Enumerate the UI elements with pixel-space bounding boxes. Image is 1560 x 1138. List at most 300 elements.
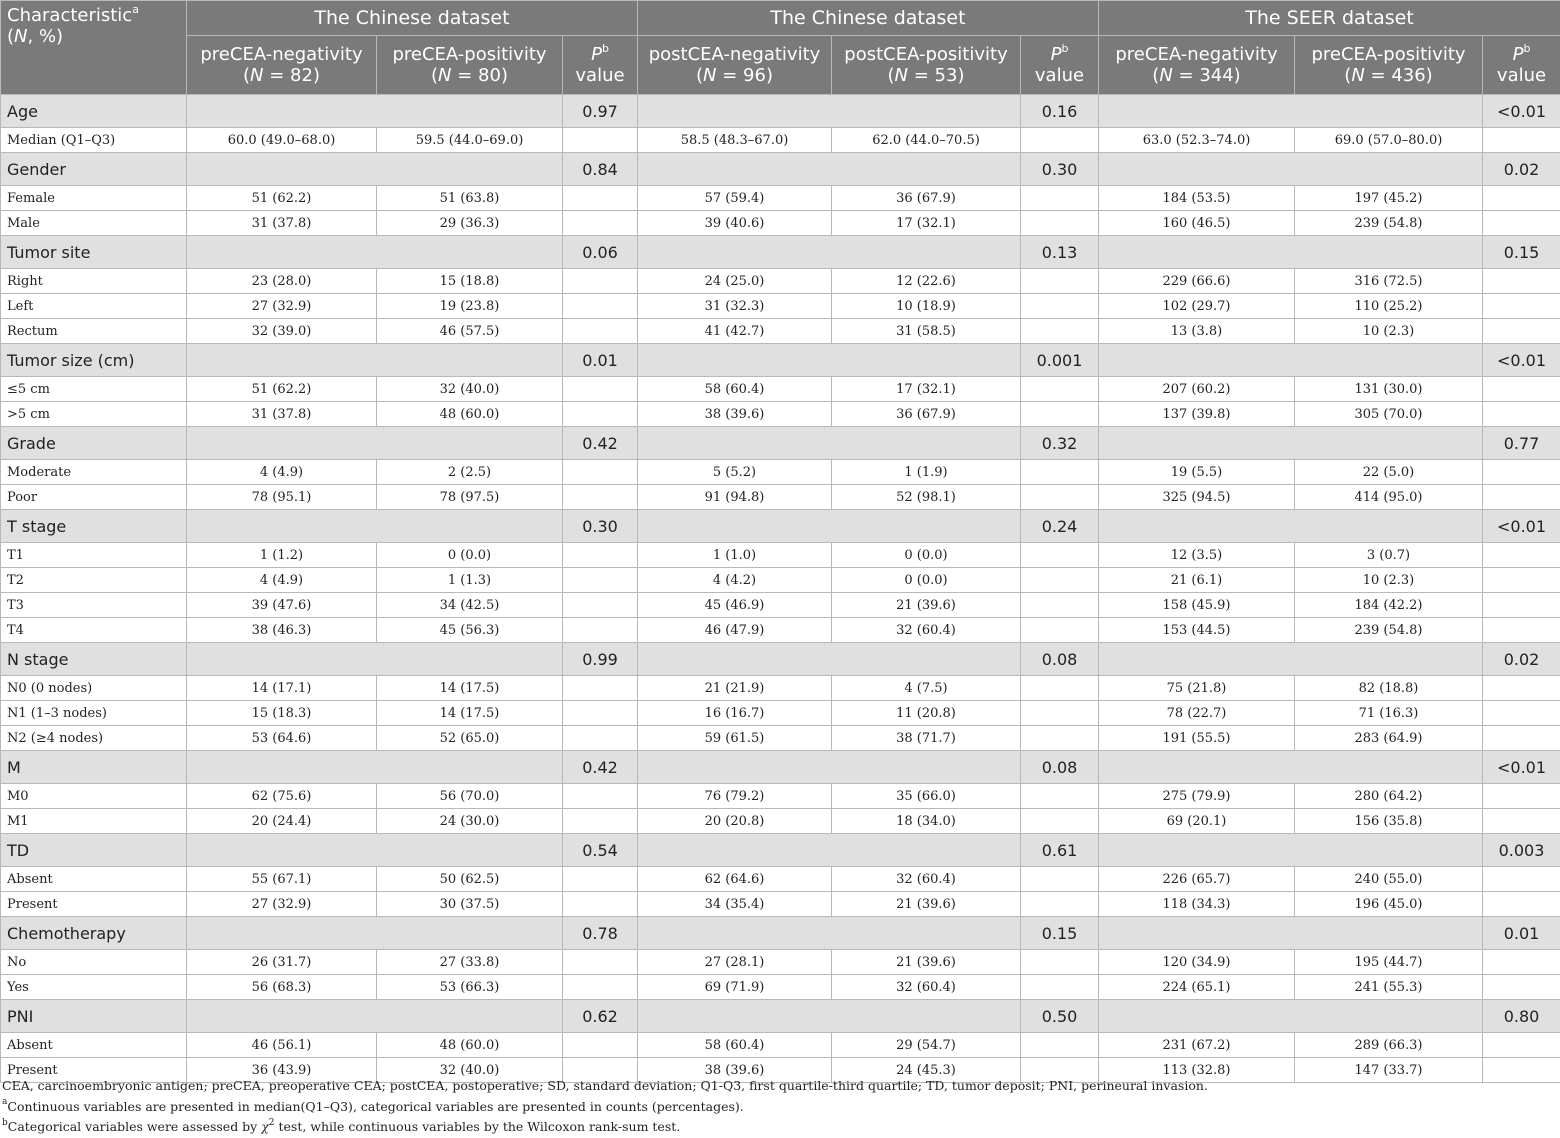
- section-spacer: [1099, 510, 1483, 543]
- p-value-cell: 0.02: [1483, 643, 1560, 676]
- footnote-a: $^a$Continuous variables are presented in median(Q1–Q3), categorical variables are presented in counts (percentages).: [2, 1097, 1554, 1118]
- value-cell: 4 (4.9): [187, 568, 377, 593]
- empty-p-cell: [563, 128, 638, 153]
- value-cell: 325 (94.5): [1099, 485, 1295, 510]
- footnote-mark-b: b: [602, 42, 609, 55]
- column-header: [377, 36, 563, 95]
- row-label: Median (Q1–Q3): [1, 128, 187, 153]
- footnote-mark-b: b: [1061, 42, 1068, 55]
- value-cell: 69 (71.9): [638, 975, 832, 1000]
- section-row: [1, 751, 1560, 784]
- table-row: [1, 618, 1560, 643]
- value-cell: 45 (46.9): [638, 593, 832, 618]
- column-name: preCEA-negativity: [1115, 44, 1277, 65]
- column-header: [187, 36, 377, 95]
- value-cell: 2 (2.5): [377, 460, 563, 485]
- value-cell: 11 (20.8): [832, 701, 1021, 726]
- value-cell: 27 (28.1): [638, 950, 832, 975]
- value-cell: 34 (42.5): [377, 593, 563, 618]
- value-cell: 10 (2.3): [1295, 568, 1483, 593]
- empty-p-cell: [1483, 460, 1560, 485]
- section-spacer: [638, 751, 1021, 784]
- value-cell: 224 (65.1): [1099, 975, 1295, 1000]
- column-n: (N = 436): [1344, 65, 1432, 86]
- row-label: N1 (1–3 nodes): [1, 701, 187, 726]
- value-cell: 1 (1.3): [377, 568, 563, 593]
- row-label: Absent: [1, 1033, 187, 1058]
- value-cell: 156 (35.8): [1295, 809, 1483, 834]
- value-cell: 45 (56.3): [377, 618, 563, 643]
- empty-p-cell: [1021, 211, 1099, 236]
- empty-p-cell: [1021, 809, 1099, 834]
- value-cell: 46 (57.5): [377, 319, 563, 344]
- p-value-cell: 0.13: [1021, 236, 1099, 269]
- empty-p-cell: [1483, 809, 1560, 834]
- value-cell: 24 (25.0): [638, 269, 832, 294]
- empty-p-cell: [1021, 867, 1099, 892]
- empty-p-cell: [1021, 618, 1099, 643]
- value-cell: 120 (34.9): [1099, 950, 1295, 975]
- value-cell: 280 (64.2): [1295, 784, 1483, 809]
- value-cell: 24 (30.0): [377, 809, 563, 834]
- value-cell: 27 (32.9): [187, 294, 377, 319]
- p-value-cell: 0.30: [1021, 153, 1099, 186]
- table-row: [1, 867, 1560, 892]
- section-spacer: [187, 510, 563, 543]
- empty-p-cell: [1021, 950, 1099, 975]
- value-cell: 113 (32.8): [1099, 1058, 1295, 1083]
- row-label: >5 cm: [1, 402, 187, 427]
- section-row: [1, 344, 1560, 377]
- value-cell: 71 (16.3): [1295, 701, 1483, 726]
- value-cell: 51 (62.2): [187, 186, 377, 211]
- p-value-cell: 0.08: [1021, 751, 1099, 784]
- row-label: Rectum: [1, 319, 187, 344]
- value-cell: 10 (2.3): [1295, 319, 1483, 344]
- section-spacer: [187, 917, 563, 950]
- row-label: Left: [1, 294, 187, 319]
- row-label: N2 (≥4 nodes): [1, 726, 187, 751]
- value-cell: 29 (36.3): [377, 211, 563, 236]
- column-header: [1295, 36, 1483, 95]
- value-cell: 19 (23.8): [377, 294, 563, 319]
- value-cell: 21 (21.9): [638, 676, 832, 701]
- section-row: [1, 1000, 1560, 1033]
- value-cell: 15 (18.8): [377, 269, 563, 294]
- section-name: TD: [1, 834, 187, 867]
- section-row: [1, 643, 1560, 676]
- value-cell: 12 (22.6): [832, 269, 1021, 294]
- value-cell: 31 (58.5): [832, 319, 1021, 344]
- column-name: preCEA-positivity: [392, 44, 546, 65]
- section-spacer: [638, 917, 1021, 950]
- value-cell: 76 (79.2): [638, 784, 832, 809]
- empty-p-cell: [563, 950, 638, 975]
- value-cell: 62.0 (44.0–70.5): [832, 128, 1021, 153]
- empty-p-cell: [1483, 377, 1560, 402]
- value-cell: 38 (71.7): [832, 726, 1021, 751]
- empty-p-cell: [1021, 975, 1099, 1000]
- value-cell: 26 (31.7): [187, 950, 377, 975]
- column-header: [638, 36, 832, 95]
- value-cell: 13 (3.8): [1099, 319, 1295, 344]
- value-cell: 82 (18.8): [1295, 676, 1483, 701]
- value-cell: 21 (6.1): [1099, 568, 1295, 593]
- value-cell: 63.0 (52.3–74.0): [1099, 128, 1295, 153]
- column-header: [1099, 36, 1295, 95]
- column-name: postCEA-negativity: [649, 44, 821, 65]
- row-label: M1: [1, 809, 187, 834]
- value-cell: 48 (60.0): [377, 1033, 563, 1058]
- row-label: T2: [1, 568, 187, 593]
- section-name: Tumor size (cm): [1, 344, 187, 377]
- value-cell: 0 (0.0): [832, 568, 1021, 593]
- empty-p-cell: [563, 701, 638, 726]
- table-row: [1, 593, 1560, 618]
- table-row: [1, 186, 1560, 211]
- empty-p-cell: [1483, 186, 1560, 211]
- p-value-cell: 0.06: [563, 236, 638, 269]
- group-header-chinese-post: The Chinese dataset: [638, 1, 1099, 36]
- empty-p-cell: [563, 294, 638, 319]
- value-cell: 53 (66.3): [377, 975, 563, 1000]
- value-cell: 20 (20.8): [638, 809, 832, 834]
- row-label: T4: [1, 618, 187, 643]
- value-cell: 78 (97.5): [377, 485, 563, 510]
- empty-p-cell: [563, 593, 638, 618]
- value-cell: 239 (54.8): [1295, 618, 1483, 643]
- value-cell: 3 (0.7): [1295, 543, 1483, 568]
- value-cell: 58.5 (48.3–67.0): [638, 128, 832, 153]
- value-cell: 21 (39.6): [832, 593, 1021, 618]
- p-value-cell: <0.01: [1483, 510, 1560, 543]
- section-spacer: [1099, 834, 1483, 867]
- value-cell: 60.0 (49.0–68.0): [187, 128, 377, 153]
- value-cell: 14 (17.1): [187, 676, 377, 701]
- row-label: Right: [1, 269, 187, 294]
- value-cell: 289 (66.3): [1295, 1033, 1483, 1058]
- section-spacer: [638, 834, 1021, 867]
- column-name: postCEA-positivity: [844, 44, 1007, 65]
- value-cell: 36 (43.9): [187, 1058, 377, 1083]
- empty-p-cell: [1483, 950, 1560, 975]
- p-symbol: P: [1051, 44, 1062, 65]
- section-name: M: [1, 751, 187, 784]
- section-spacer: [187, 95, 563, 128]
- section-spacer: [187, 236, 563, 269]
- row-label: T1: [1, 543, 187, 568]
- value-cell: 78 (95.1): [187, 485, 377, 510]
- empty-p-cell: [1483, 867, 1560, 892]
- section-row: [1, 834, 1560, 867]
- value-cell: 32 (60.4): [832, 867, 1021, 892]
- section-spacer: [187, 427, 563, 460]
- value-cell: 240 (55.0): [1295, 867, 1483, 892]
- empty-p-cell: [563, 485, 638, 510]
- group-header-seer: The SEER dataset: [1099, 1, 1560, 36]
- empty-p-cell: [563, 892, 638, 917]
- value-cell: 32 (40.0): [377, 377, 563, 402]
- p-value-label: value: [1035, 65, 1084, 86]
- value-cell: 59.5 (44.0–69.0): [377, 128, 563, 153]
- value-cell: 153 (44.5): [1099, 618, 1295, 643]
- empty-p-cell: [1021, 568, 1099, 593]
- table-row: [1, 319, 1560, 344]
- value-cell: 31 (32.3): [638, 294, 832, 319]
- value-cell: 196 (45.0): [1295, 892, 1483, 917]
- value-cell: 241 (55.3): [1295, 975, 1483, 1000]
- value-cell: 102 (29.7): [1099, 294, 1295, 319]
- value-cell: 137 (39.8): [1099, 402, 1295, 427]
- value-cell: 46 (56.1): [187, 1033, 377, 1058]
- row-label: M0: [1, 784, 187, 809]
- group-header-chinese-pre: The Chinese dataset: [187, 1, 638, 36]
- section-row: [1, 95, 1560, 128]
- table-row: [1, 784, 1560, 809]
- value-cell: 36 (67.9): [832, 186, 1021, 211]
- empty-p-cell: [563, 726, 638, 751]
- value-cell: 51 (62.2): [187, 377, 377, 402]
- empty-p-cell: [1483, 1033, 1560, 1058]
- section-spacer: [1099, 917, 1483, 950]
- value-cell: 316 (72.5): [1295, 269, 1483, 294]
- empty-p-cell: [563, 1033, 638, 1058]
- value-cell: 50 (62.5): [377, 867, 563, 892]
- value-cell: 5 (5.2): [638, 460, 832, 485]
- value-cell: 19 (5.5): [1099, 460, 1295, 485]
- empty-p-cell: [1483, 726, 1560, 751]
- table-row: [1, 1033, 1560, 1058]
- p-value-cell: 0.84: [563, 153, 638, 186]
- value-cell: 1 (1.0): [638, 543, 832, 568]
- section-name: T stage: [1, 510, 187, 543]
- row-label: Present: [1, 892, 187, 917]
- row-label: N0 (0 nodes): [1, 676, 187, 701]
- column-name: preCEA-positivity: [1311, 44, 1465, 65]
- table-row: [1, 269, 1560, 294]
- value-cell: 110 (25.2): [1295, 294, 1483, 319]
- value-cell: 20 (24.4): [187, 809, 377, 834]
- empty-p-cell: [1483, 784, 1560, 809]
- column-n: (N = 96): [696, 65, 773, 86]
- value-cell: 21 (39.6): [832, 950, 1021, 975]
- value-cell: 4 (4.9): [187, 460, 377, 485]
- value-cell: 14 (17.5): [377, 676, 563, 701]
- value-cell: 0 (0.0): [377, 543, 563, 568]
- value-cell: 52 (65.0): [377, 726, 563, 751]
- p-value-cell: 0.30: [563, 510, 638, 543]
- value-cell: 4 (7.5): [832, 676, 1021, 701]
- value-cell: 39 (47.6): [187, 593, 377, 618]
- section-spacer: [1099, 344, 1483, 377]
- p-value-cell: 0.42: [563, 751, 638, 784]
- empty-p-cell: [1021, 726, 1099, 751]
- table-row: [1, 975, 1560, 1000]
- value-cell: 10 (18.9): [832, 294, 1021, 319]
- table-row: [1, 377, 1560, 402]
- value-cell: 32 (60.4): [832, 975, 1021, 1000]
- section-spacer: [638, 510, 1021, 543]
- empty-p-cell: [1483, 593, 1560, 618]
- value-cell: 414 (95.0): [1295, 485, 1483, 510]
- value-cell: 17 (32.1): [832, 377, 1021, 402]
- value-cell: 14 (17.5): [377, 701, 563, 726]
- table-row: [1, 701, 1560, 726]
- table-row: [1, 809, 1560, 834]
- section-spacer: [1099, 751, 1483, 784]
- section-spacer: [1099, 1000, 1483, 1033]
- empty-p-cell: [1021, 784, 1099, 809]
- table-row: [1, 568, 1560, 593]
- p-value-label: value: [575, 65, 624, 86]
- table-row: [1, 128, 1560, 153]
- section-row: [1, 510, 1560, 543]
- footnote-mark-b: b: [1523, 42, 1530, 55]
- section-row: [1, 236, 1560, 269]
- value-cell: 32 (60.4): [832, 618, 1021, 643]
- empty-p-cell: [1021, 676, 1099, 701]
- row-label: Present: [1, 1058, 187, 1083]
- value-cell: 38 (46.3): [187, 618, 377, 643]
- empty-p-cell: [563, 784, 638, 809]
- value-cell: 36 (67.9): [832, 402, 1021, 427]
- value-cell: 27 (32.9): [187, 892, 377, 917]
- value-cell: 17 (32.1): [832, 211, 1021, 236]
- p-value-cell: 0.08: [1021, 643, 1099, 676]
- value-cell: 23 (28.0): [187, 269, 377, 294]
- p-value-cell: 0.15: [1021, 917, 1099, 950]
- p-symbol: P: [1513, 44, 1524, 65]
- value-cell: 147 (33.7): [1295, 1058, 1483, 1083]
- section-name: Tumor site: [1, 236, 187, 269]
- value-cell: 207 (60.2): [1099, 377, 1295, 402]
- table-row: [1, 543, 1560, 568]
- p-value-cell: 0.77: [1483, 427, 1560, 460]
- section-spacer: [187, 344, 563, 377]
- value-cell: 30 (37.5): [377, 892, 563, 917]
- section-spacer: [187, 153, 563, 186]
- value-cell: 229 (66.6): [1099, 269, 1295, 294]
- section-spacer: [1099, 236, 1483, 269]
- empty-p-cell: [1483, 128, 1560, 153]
- value-cell: 191 (55.5): [1099, 726, 1295, 751]
- value-cell: 21 (39.6): [832, 892, 1021, 917]
- section-spacer: [1099, 95, 1483, 128]
- value-cell: 12 (3.5): [1099, 543, 1295, 568]
- footnote-mark-a: a: [132, 3, 139, 16]
- empty-p-cell: [1483, 402, 1560, 427]
- p-value-cell: 0.15: [1483, 236, 1560, 269]
- empty-p-cell: [1021, 186, 1099, 211]
- empty-p-cell: [563, 867, 638, 892]
- value-cell: 226 (65.7): [1099, 867, 1295, 892]
- value-cell: 184 (53.5): [1099, 186, 1295, 211]
- value-cell: 62 (64.6): [638, 867, 832, 892]
- empty-p-cell: [1483, 485, 1560, 510]
- value-cell: 195 (44.7): [1295, 950, 1483, 975]
- empty-p-cell: [1021, 269, 1099, 294]
- section-spacer: [187, 1000, 563, 1033]
- section-row: [1, 427, 1560, 460]
- value-cell: 53 (64.6): [187, 726, 377, 751]
- value-cell: 34 (35.4): [638, 892, 832, 917]
- p-value-cell: 0.01: [1483, 917, 1560, 950]
- p-value-cell: 0.02: [1483, 153, 1560, 186]
- p-value-cell: 0.80: [1483, 1000, 1560, 1033]
- characteristic-header: [1, 1, 187, 95]
- table-row: [1, 211, 1560, 236]
- section-name: PNI: [1, 1000, 187, 1033]
- section-spacer: [1099, 427, 1483, 460]
- empty-p-cell: [1021, 319, 1099, 344]
- empty-p-cell: [1483, 269, 1560, 294]
- value-cell: 1 (1.2): [187, 543, 377, 568]
- empty-p-cell: [1021, 543, 1099, 568]
- value-cell: 51 (63.8): [377, 186, 563, 211]
- section-name: Grade: [1, 427, 187, 460]
- empty-p-cell: [1483, 211, 1560, 236]
- section-name: N stage: [1, 643, 187, 676]
- empty-p-cell: [1021, 485, 1099, 510]
- empty-p-cell: [1021, 377, 1099, 402]
- empty-p-cell: [1021, 294, 1099, 319]
- value-cell: 38 (39.6): [638, 1058, 832, 1083]
- value-cell: 31 (37.8): [187, 402, 377, 427]
- value-cell: 48 (60.0): [377, 402, 563, 427]
- empty-p-cell: [563, 568, 638, 593]
- table-row: [1, 892, 1560, 917]
- row-label: Female: [1, 186, 187, 211]
- empty-p-cell: [563, 269, 638, 294]
- value-cell: 78 (22.7): [1099, 701, 1295, 726]
- section-spacer: [187, 643, 563, 676]
- value-cell: 24 (45.3): [832, 1058, 1021, 1083]
- row-label: Moderate: [1, 460, 187, 485]
- empty-p-cell: [1483, 319, 1560, 344]
- section-spacer: [1099, 643, 1483, 676]
- p-value-cell: 0.99: [563, 643, 638, 676]
- empty-p-cell: [1021, 402, 1099, 427]
- value-cell: 58 (60.4): [638, 377, 832, 402]
- empty-p-cell: [563, 402, 638, 427]
- value-cell: 0 (0.0): [832, 543, 1021, 568]
- empty-p-cell: [563, 975, 638, 1000]
- column-header: [1021, 36, 1099, 95]
- value-cell: 15 (18.3): [187, 701, 377, 726]
- value-cell: 16 (16.7): [638, 701, 832, 726]
- empty-p-cell: [563, 543, 638, 568]
- empty-p-cell: [1021, 701, 1099, 726]
- value-cell: 275 (79.9): [1099, 784, 1295, 809]
- p-value-cell: <0.01: [1483, 344, 1560, 377]
- p-value-cell: 0.97: [563, 95, 638, 128]
- value-cell: 41 (42.7): [638, 319, 832, 344]
- empty-p-cell: [563, 211, 638, 236]
- empty-p-cell: [563, 809, 638, 834]
- value-cell: 55 (67.1): [187, 867, 377, 892]
- empty-p-cell: [1483, 676, 1560, 701]
- value-cell: 18 (34.0): [832, 809, 1021, 834]
- empty-p-cell: [563, 460, 638, 485]
- value-cell: 69 (20.1): [1099, 809, 1295, 834]
- row-label: Yes: [1, 975, 187, 1000]
- column-n: (N = 80): [431, 65, 508, 86]
- empty-p-cell: [563, 377, 638, 402]
- column-name: preCEA-negativity: [200, 44, 362, 65]
- table-row: [1, 950, 1560, 975]
- column-n: (N = 344): [1152, 65, 1240, 86]
- section-spacer: [638, 427, 1021, 460]
